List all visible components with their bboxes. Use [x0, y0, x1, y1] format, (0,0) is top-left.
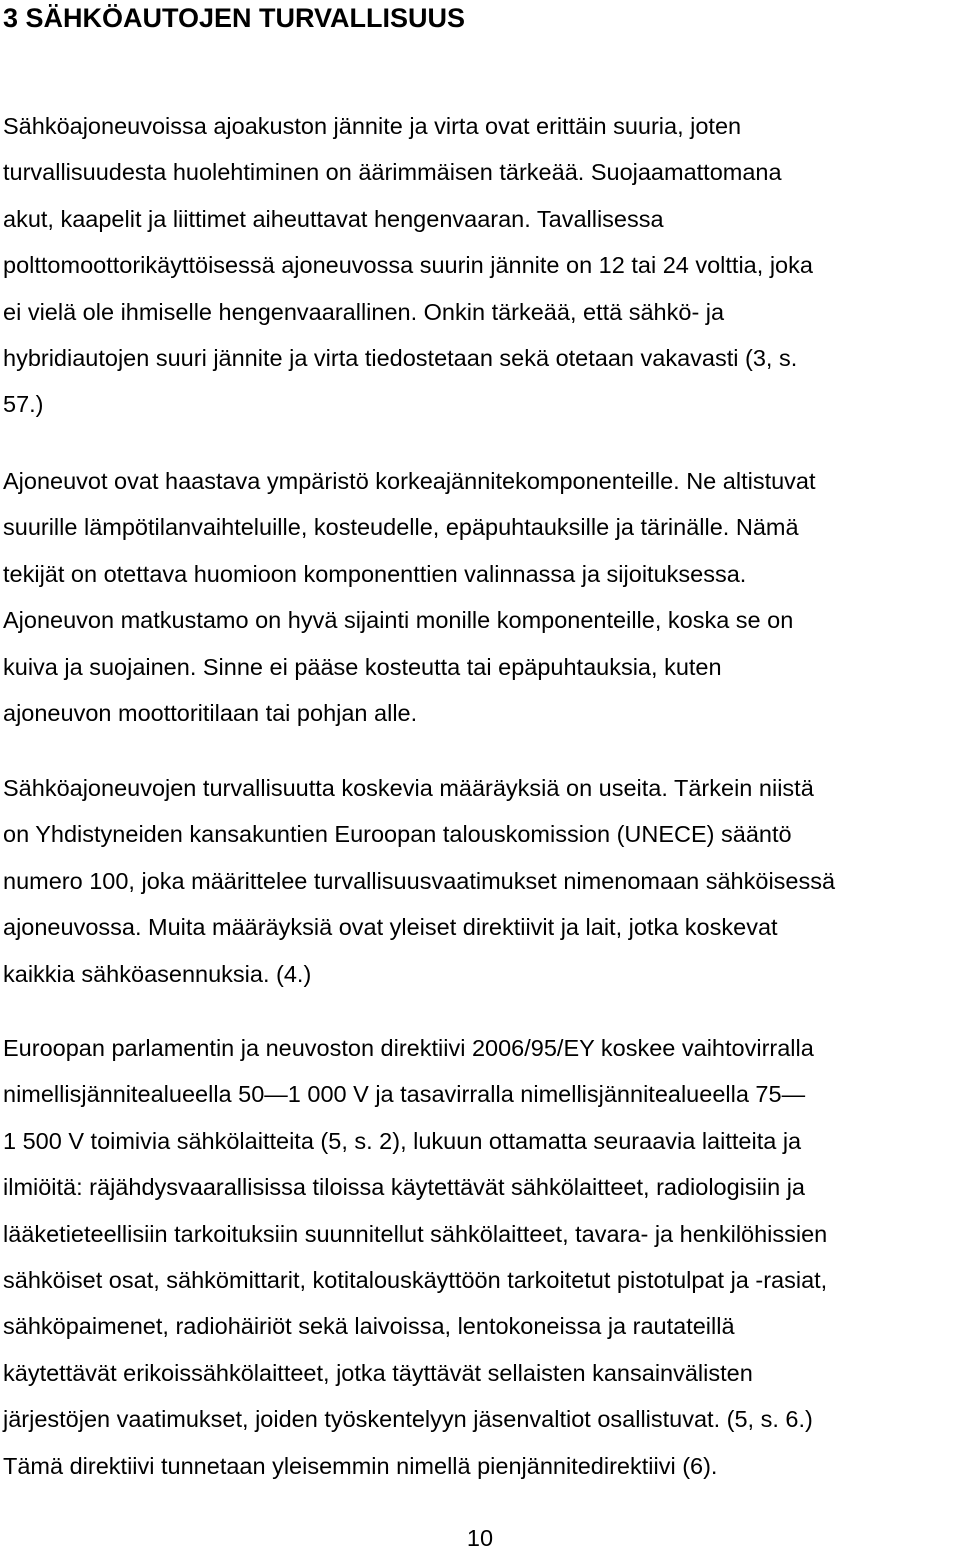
paragraph-line: Sähköajoneuvojen turvallisuutta koskevia määräyksiä on useita. Tärkein niistä — [3, 775, 814, 801]
paragraph-line: nimellisjännitealueella 50—1 000 V ja tasavirralla nimellisjännitealueella 75— — [3, 1081, 806, 1108]
paragraph-line: lääketieteellisiin tarkoituksiin suunnitellut sähkölaitteet, tavara- ja henkilöhissien — [3, 1220, 828, 1247]
paragraph-line: ilmiöitä: räjähdysvaarallisissa tiloissa käytettävät sähkölaitteet, radiologisiin ja — [3, 1174, 805, 1201]
paragraph-line: tekijät on otettava huomioon komponenttien valinnassa ja sijoituksessa. — [3, 560, 747, 587]
paragraph-line: sähköiset osat, sähkömittarit, kotitalouskäyttöön tarkoitetut pistotulpat ja -rasiat, — [3, 1266, 828, 1293]
paragraph-line: kuiva ja suojainen. Sinne ei pääse kosteutta tai epäpuhtauksia, kuten — [3, 653, 722, 680]
paragraph-line: Ajoneuvon matkustamo on hyvä sijainti monille komponenteille, koska se on — [3, 607, 794, 634]
paragraph-line: Ajoneuvot ovat haastava ympäristö korkeajännitekomponenteille. Ne altistuvat — [3, 468, 816, 494]
paragraph-line: suurille lämpötilanvaihteluille, kosteudelle, epäpuhtauksille ja tärinälle. Nämä — [3, 514, 799, 541]
paragraph-line: ajoneuvossa. Muita määräyksiä ovat yleiset direktiivit ja lait, jotka koskevat — [3, 914, 778, 941]
paragraph-line: 57.) — [3, 391, 44, 418]
paragraph-line: kaikkia sähköasennuksia. (4.) — [3, 960, 312, 987]
section-heading: 3 SÄHKÖAUTOJEN TURVALLISUUS — [3, 3, 466, 33]
paragraph-4 — [3, 1025, 960, 1489]
paragraph-2 — [3, 458, 960, 736]
paragraph-line: numero 100, joka määrittelee turvallisuusvaatimukset nimenomaan sähköisessä — [3, 867, 836, 894]
paragraph-line: ei vielä ole ihmiselle hengenvaarallinen. Onkin tärkeää, että sähkö- ja — [3, 298, 725, 325]
paragraph-line: käytettävät erikoissähkölaitteet, jotka täyttävät sellaisten kansainvälisten — [3, 1359, 753, 1386]
paragraph-line: Euroopan parlamentin ja neuvoston direktiivi 2006/95/EY koskee vaihtovirralla — [3, 1035, 814, 1061]
paragraph-line: 1 500 V toimivia sähkölaitteita (5, s. 2), lukuun ottamatta seuraavia laitteita ja — [3, 1127, 802, 1154]
paragraph-line: Sähköajoneuvoissa ajoakuston jännite ja virta ovat erittäin suuria, joten — [3, 113, 742, 139]
page-number: 10 — [466, 1525, 494, 1551]
paragraph-line: sähköpaimenet, radiohäiriöt sekä laivoissa, lentokoneissa ja rautateillä — [3, 1313, 735, 1340]
paragraph-line: polttomoottorikäyttöisessä ajoneuvossa suurin jännite on 12 tai 24 volttia, joka — [3, 252, 813, 279]
paragraph-line: järjestöjen vaatimukset, joiden työskentelyyn jäsenvaltiot osallistuvat. (5, s. 6.) — [3, 1406, 813, 1433]
paragraph-line: ajoneuvon moottoritilaan tai pohjan alle. — [3, 699, 418, 726]
paragraph-1 — [3, 103, 960, 428]
paragraph-line: turvallisuudesta huolehtiminen on äärimmäisen tärkeää. Suojaamattomana — [3, 159, 782, 186]
paragraph-line: akut, kaapelit ja liittimet aiheuttavat hengenvaaran. Tavallisessa — [3, 205, 664, 232]
paragraph-line: hybridiautojen suuri jännite ja virta tiedostetaan sekä otetaan vakavasti (3, s. — [3, 344, 798, 371]
paragraph-line: Tämä direktiivi tunnetaan yleisemmin nimellä pienjännitedirektiivi (6). — [3, 1452, 718, 1479]
paragraph-3 — [3, 765, 960, 997]
paragraph-line: on Yhdistyneiden kansakuntien Euroopan talouskomission (UNECE) sääntö — [3, 821, 792, 848]
